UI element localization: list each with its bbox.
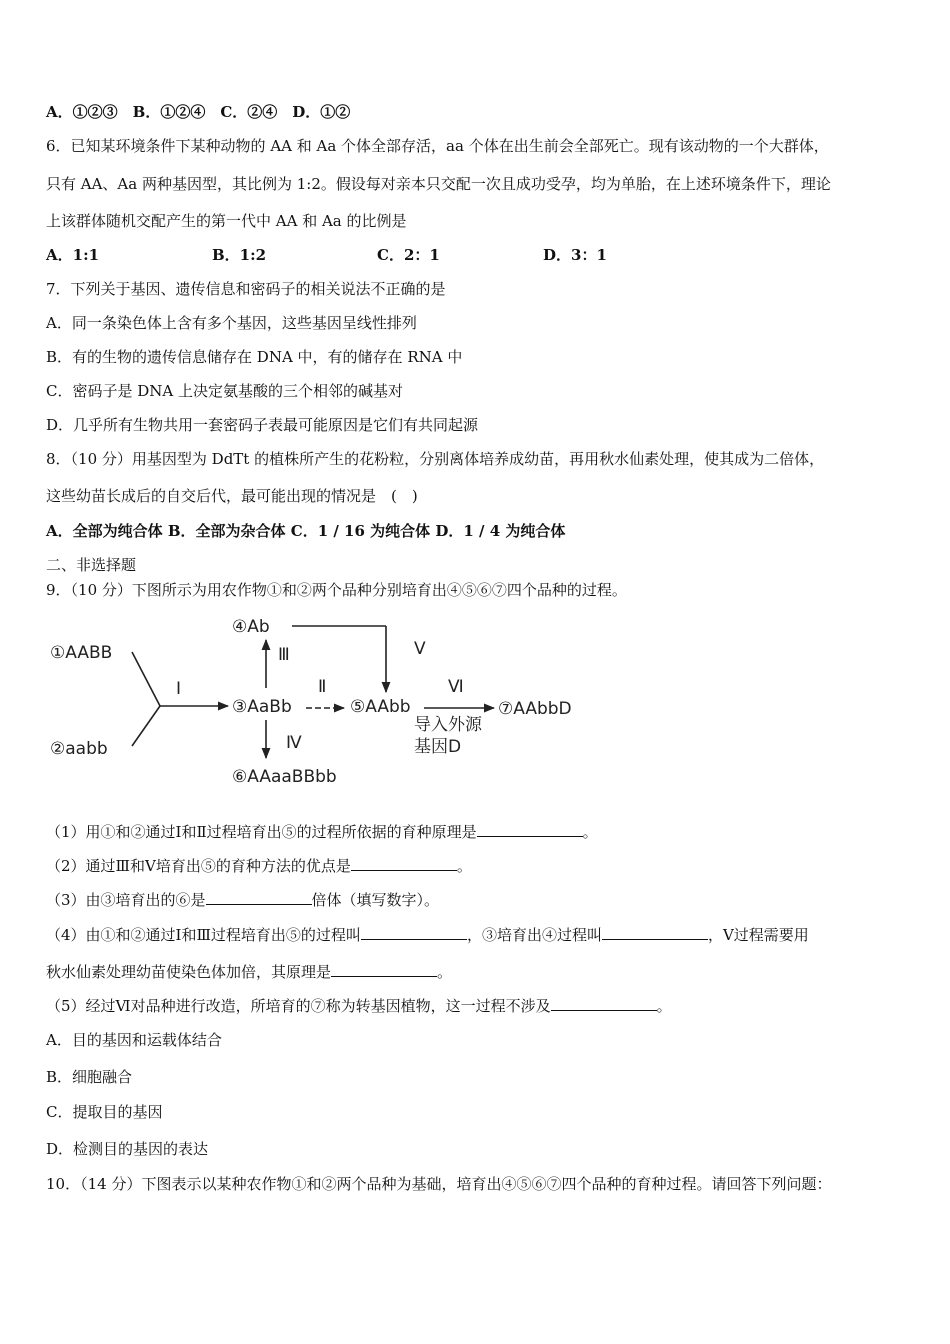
node-6: ⑥AAaaBBbb [232,767,337,787]
process-iv: Ⅳ [286,733,302,753]
answer-blank-5[interactable] [551,996,657,1011]
q6-option-c: C．2：1 [377,246,440,264]
answer-blank-4b[interactable] [602,925,708,940]
process-v: Ⅴ [414,639,426,659]
q7-option-a: A．同一条染色体上含有多个基因，这些基因呈线性排列 [46,314,417,332]
node-3: ③AaBb [232,697,292,717]
q7-option-b: B．有的生物的遗传信息储存在 DNA 中，有的储存在 RNA 中 [46,348,463,366]
q9-stem: 9．（10 分）下图所示为用农作物①和②两个品种分别培育出④⑤⑥⑦四个品种的过程。 [46,581,627,599]
q8-stem-line1: 8．（10 分）用基因型为 DdTt 的植株所产生的花粉粒，分别离体培养成幼苗，再用秋水仙素处理，使其成为二倍体， [46,450,825,468]
q6-option-b: B．1:2 [212,246,267,264]
q7-option-c: C．密码子是 DNA 上决定氨基酸的三个相邻的碱基对 [46,382,403,400]
q9-option-b: B．细胞融合 [46,1068,133,1086]
answer-blank-3[interactable] [206,890,312,905]
q9-sub2: （2）通过Ⅲ和Ⅴ培育出⑤的育种方法的优点是 。 [46,857,472,875]
q6-option-a: A．1:1 [46,246,100,264]
breeding-diagram [46,608,606,798]
node-7: ⑦AAbbD [498,699,572,719]
q9-sub1: （1）用①和②通过Ⅰ和Ⅱ过程培育出⑤的过程所依据的育种原理是 。 [46,823,598,841]
q8-options: A．全部为纯合体 B．全部为杂合体 C．1 / 16 为纯合体 D．1 / 4 为纯合体 [46,522,566,540]
answer-blank-4a[interactable] [361,925,467,940]
q9-sub5: （5）经过Ⅵ对品种进行改造，所培育的⑦称为转基因植物，这一过程不涉及 。 [46,997,672,1015]
answer-blank-4c[interactable] [331,962,437,977]
node-1: ①AABB [50,643,113,663]
note-gene-d: 基因D [414,737,462,757]
q9-option-d: D．检测目的基因的表达 [46,1140,209,1158]
q6-stem-line2: 只有 AA、Aa 两种基因型，其比例为 1:2。假设每对亲本只交配一次且成功受孕，均为单胎，在上述环境条件下，理论 [46,175,831,193]
note-import-gene: 导入外源 [414,715,482,735]
node-4: ④Ab [232,617,270,637]
q9-option-c: C．提取目的基因 [46,1103,163,1121]
q7-option-d: D．几乎所有生物共用一套密码子表最可能原因是它们有共同起源 [46,416,479,434]
q6-stem-line1: 6．已知某环境条件下某种动物的 AA 和 Aa 个体全部存活，aa 个体在出生前会全部死亡。现有该动物的一个大群体， [46,137,829,155]
q9-option-a: A．目的基因和运载体结合 [46,1031,222,1049]
q6-option-d: D．3：1 [543,246,607,264]
process-vi: Ⅵ [448,677,464,697]
q9-sub3: （3）由③培育出的⑥是 倍体（填写数字）。 [46,891,440,909]
node-2: ②aabb [50,739,108,759]
process-iii: Ⅲ [278,645,290,665]
process-ii: Ⅱ [318,677,327,697]
q6-stem-line3: 上该群体随机交配产生的第一代中 AA 和 Aa 的比例是 [46,212,407,230]
answer-blank-1[interactable] [477,822,583,837]
connector-1 [132,652,160,706]
q8-stem-line2: 这些幼苗长成后的自交后代，最可能出现的情况是 ( ) [46,487,418,505]
q5-options: A．①②③ B．①②④ C．②④ D．①② [46,103,351,121]
q9-sub4-line1: （4）由①和②通过Ⅰ和Ⅲ过程培育出⑤的过程叫 ，③培育出④过程叫 ，Ⅴ过程需要用 [46,926,809,944]
q10-stem: 10．（14 分）下图表示以某种农作物①和②两个品种为基础，培育出④⑤⑥⑦四个品种的育种过程。请回答下列问题： [46,1175,832,1193]
q9-sub4-line2: 秋水仙素处理幼苗使染色体加倍，其原理是 。 [46,963,453,981]
connector-2 [132,706,160,746]
answer-blank-2[interactable] [351,856,457,871]
q7-stem: 7．下列关于基因、遗传信息和密码子的相关说法不正确的是 [46,280,446,298]
section-heading: 二、非选择题 [46,556,137,574]
process-i: Ⅰ [176,679,182,699]
node-5: ⑤AAbb [350,697,411,717]
